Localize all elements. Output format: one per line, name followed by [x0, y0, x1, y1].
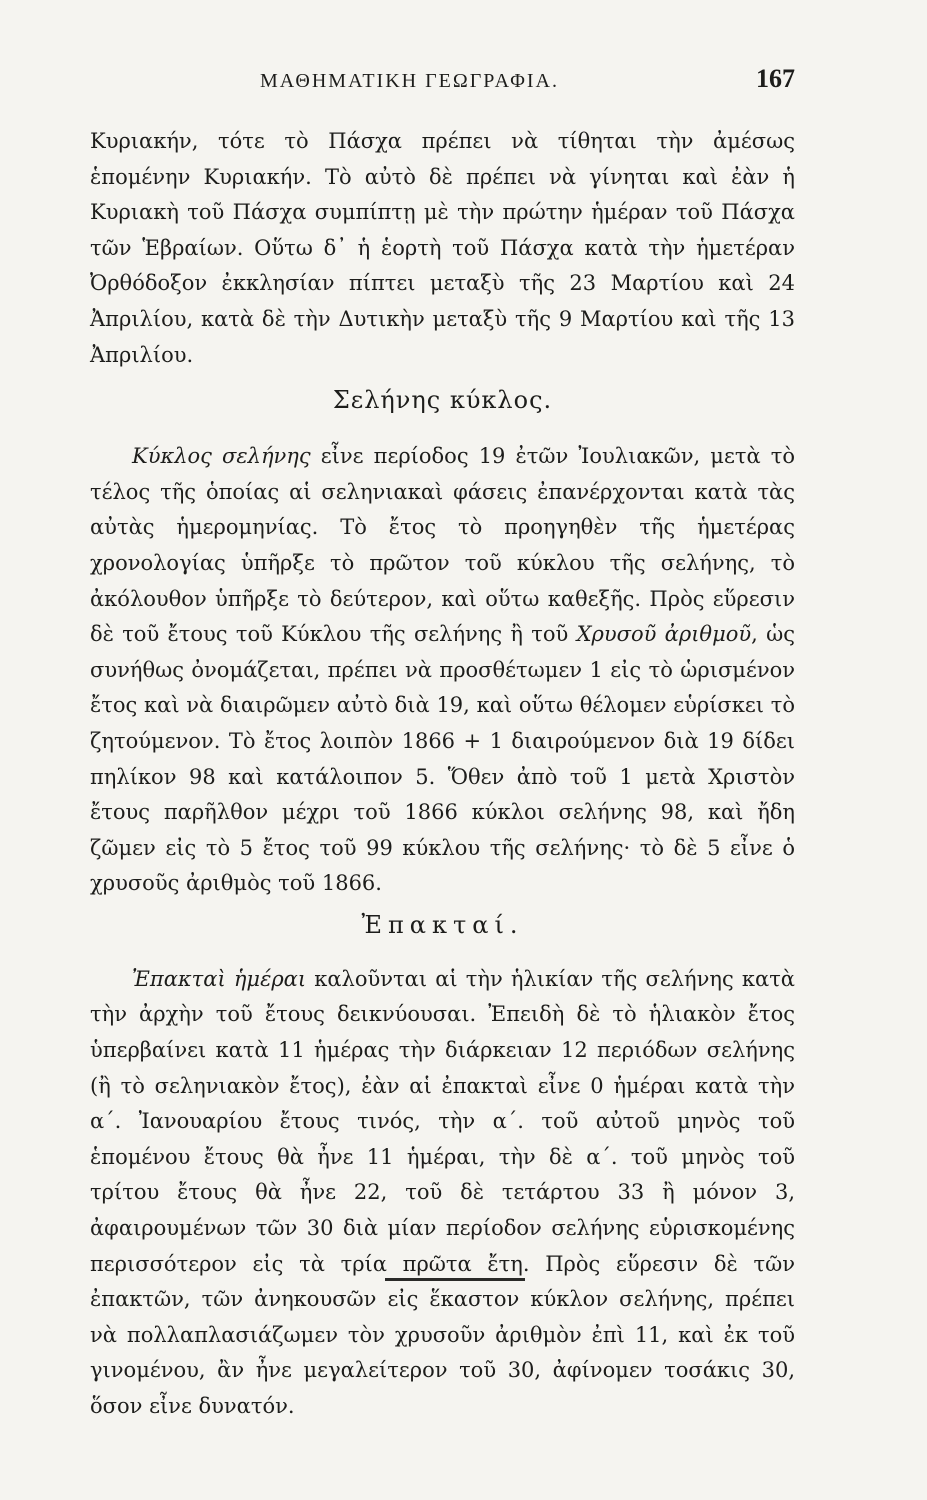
body-text: [90, 124, 795, 1425]
section-title-lunar-cycle: Σελήνης κύκλος.: [332, 386, 553, 415]
page-number: 167: [756, 64, 795, 93]
paragraph-epacts: [90, 962, 795, 1425]
paragraph-lunar-cycle: [90, 439, 795, 902]
term-golden-number: Χρυσοῦ ἀριθμοῦ: [576, 622, 752, 647]
paragraph-lunar-cycle-text-2: , ὡς συνήθως ὀνομάζεται, πρέπει νὰ προσθέτωμεν 1 εἰς τὸ ὡρισμένον ἔτος καὶ νὰ διαιρῶμεν αὐτὸ διὰ 19, καὶ οὕτω θέλομεν εὑρίσκει τὸ ζητούμενον. Τὸ ἔτος λοιπὸν 1866 + 1 διαιρούμενον διὰ 19 δίδει πηλίκον 98 καὶ κατάλοιπον 5. Ὅθεν ἀπὸ τοῦ 1 μετὰ Χριστὸν ἔτους παρῆλθον μέχρι τοῦ 1866 κύκλοι σελήνης 98, καὶ ἤδη ζῶμεν εἰς τὸ 5 ἔτος τοῦ 99 κύκλου τῆς σελήνης· τὸ δὲ 5 εἶνε ὁ χρυσοῦς ἀριθμὸς τοῦ 1866.: [90, 622, 795, 896]
paragraph-lunar-cycle-text: εἶνε περίοδος 19 ἐτῶν Ἰουλιακῶν, μετὰ τὸ τέλος τῆς ὁποίας αἱ σεληνιακαὶ φάσεις ἐπανέρχονται κατὰ τὰς αὐτὰς ἡμερομηνίας. Τὸ ἔτος τὸ προηγηθὲν τῆς ἡμετέρας χρονολογίας ὑπῆρξε τὸ πρῶτον τοῦ κύκλου τῆς σελήνης, τὸ ἀκόλουθον ὑπῆρξε τὸ δεύτερον, καὶ οὕτω καθεξῆς. Πρὸς εὕρεσιν δὲ τοῦ ἔτους τοῦ Κύκλου τῆς σελήνης ἢ τοῦ: [90, 444, 795, 647]
page-header: [90, 64, 795, 104]
paragraph-continued: Κυριακήν, τότε τὸ Πάσχα πρέπει νὰ τίθηται τὴν ἀμέσως ἑπομένην Κυριακήν. Τὸ αὐτὸ δὲ πρέπει νὰ γίνηται καὶ ἐὰν ἡ Κυριακὴ τοῦ Πάσχα συμπίπτῃ μὲ τὴν πρώτην ἡμέραν τοῦ Πάσχα τῶν Ἑβραίων. Οὕτω δ᾽ ἡ ἑορτὴ τοῦ Πάσχα κατὰ τὴν ἡμετέραν Ὀρθόδοξον ἐκκλησίαν πίπτει μεταξὺ τῆς 23 Μαρτίου καὶ 24 Ἀπριλίου, κατὰ δὲ τὴν Δυτικὴν μεταξὺ τῆς 9 Μαρτίου καὶ τῆς 13 Ἀπριλίου.: [90, 129, 795, 367]
running-head: ΜΑΘΗΜΑΤΙΚΗ ΓΕΩΓΡΑΦΙΑ.: [260, 70, 559, 92]
paragraph-epacts-text: καλοῦνται αἱ τὴν ἡλικίαν τῆς σελήνης κατὰ τὴν ἀρχὴν τοῦ ἔτους δεικνύουσαι. Ἐπειδὴ δὲ τὸ ἡλιακὸν ἔτος ὑπερβαίνει κατὰ 11 ἡμέρας τὴν διάρκειαν 12 περιόδων σελήνης (ἢ τὸ σεληνιακὸν ἔτος), ἐὰν αἱ ἐπακταὶ εἶνε 0 ἡμέραι κατὰ τὴν α΄. Ἰανουαρίου ἔτους τινός, τὴν α΄. τοῦ αὐτοῦ μηνὸς τοῦ ἑπομένου ἔτους θὰ ἦνε 11 ἡμέραι, τὴν δὲ α΄. τοῦ μηνὸς τοῦ τρίτου ἔτους θὰ ἦνε 22, τοῦ δὲ τετάρτου 33 ἢ μόνον 3, ἀφαιρουμένων τῶν 30 διὰ μίαν περίοδον σελήνης εὑρισκομένης περισσότερον εἰς τὰ τρία πρῶτα ἔτη. Πρὸς εὕρεσιν δὲ τῶν ἐπακτῶν, τῶν ἀνηκουσῶν εἰς ἕκαστον κύκλον σελήνης, πρέπει νὰ πολλαπλασιάζωμεν τὸν χρυσοῦν ἀριθμὸν ἐπὶ 11, καὶ ἐκ τοῦ γινομένου, ἂν ἦνε μεγαλείτερον τοῦ 30, ἀφίνομεν τοσάκις 30, ὅσον εἶνε δυνατόν.: [90, 966, 795, 1418]
term-lunar-cycle: Κύκλος σελήνης: [132, 444, 311, 469]
section-title-epacts: Ἐπακταί.: [361, 910, 524, 939]
closing-rule: [385, 1278, 525, 1281]
term-epacts: Ἐπακταὶ ἡμέραι: [132, 966, 307, 991]
